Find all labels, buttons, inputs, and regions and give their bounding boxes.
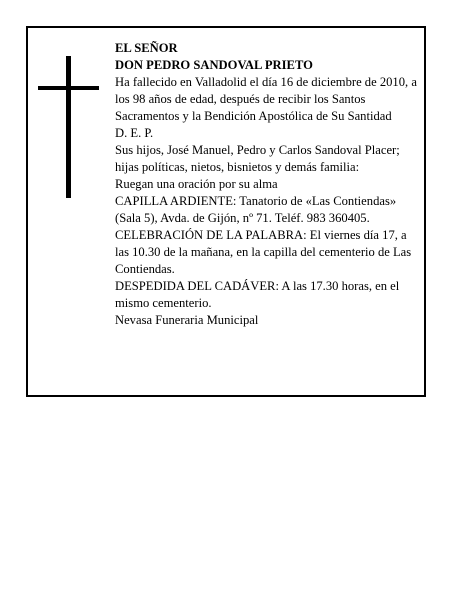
- obituary-paragraph-funeral-home: Nevasa Funeraria Municipal: [115, 313, 259, 327]
- obituary-paragraph-prayer: Ruegan una oración por su alma: [115, 177, 278, 191]
- obituary-paragraph-ceremony: CELEBRACIÓN DE LA PALABRA: El viernes día 17, a las 10.30 de la mañana, en la capilla del cementerio de Las Contiendas.: [115, 228, 412, 276]
- obituary-paragraph-family: Sus hijos, José Manuel, Pedro y Carlos Sandoval Placer; hijas políticas, nietos, bisnietos y demás familia:: [115, 143, 400, 174]
- obituary-paragraph-chapel: CAPILLA ARDIENTE: Tanatorio de «Las Contiendas» (Sala 5), Avda. de Gijón, nº 71. Teléf. 983 360405.: [115, 194, 397, 225]
- cross-icon: [66, 56, 71, 198]
- obituary-paragraph-farewell: DESPEDIDA DEL CADÁVER: A las 17.30 horas, en el mismo cementerio.: [115, 279, 400, 310]
- obituary-paragraph-dep: D. E. P.: [115, 126, 154, 140]
- obituary-title-line-1: EL SEÑOR: [115, 41, 178, 55]
- obituary-notice: [26, 26, 426, 397]
- obituary-title-line-2: DON PEDRO SANDOVAL PRIETO: [115, 58, 313, 72]
- obituary-paragraph-death: Ha fallecido en Valladolid el día 16 de diciembre de 2010, a los 98 años de edad, después de recibir los Santos Sacramentos y la Bendición Apostólica de Su Santidad: [115, 75, 417, 123]
- cross-icon-crossbar: [38, 86, 99, 90]
- obituary-text: [115, 40, 421, 329]
